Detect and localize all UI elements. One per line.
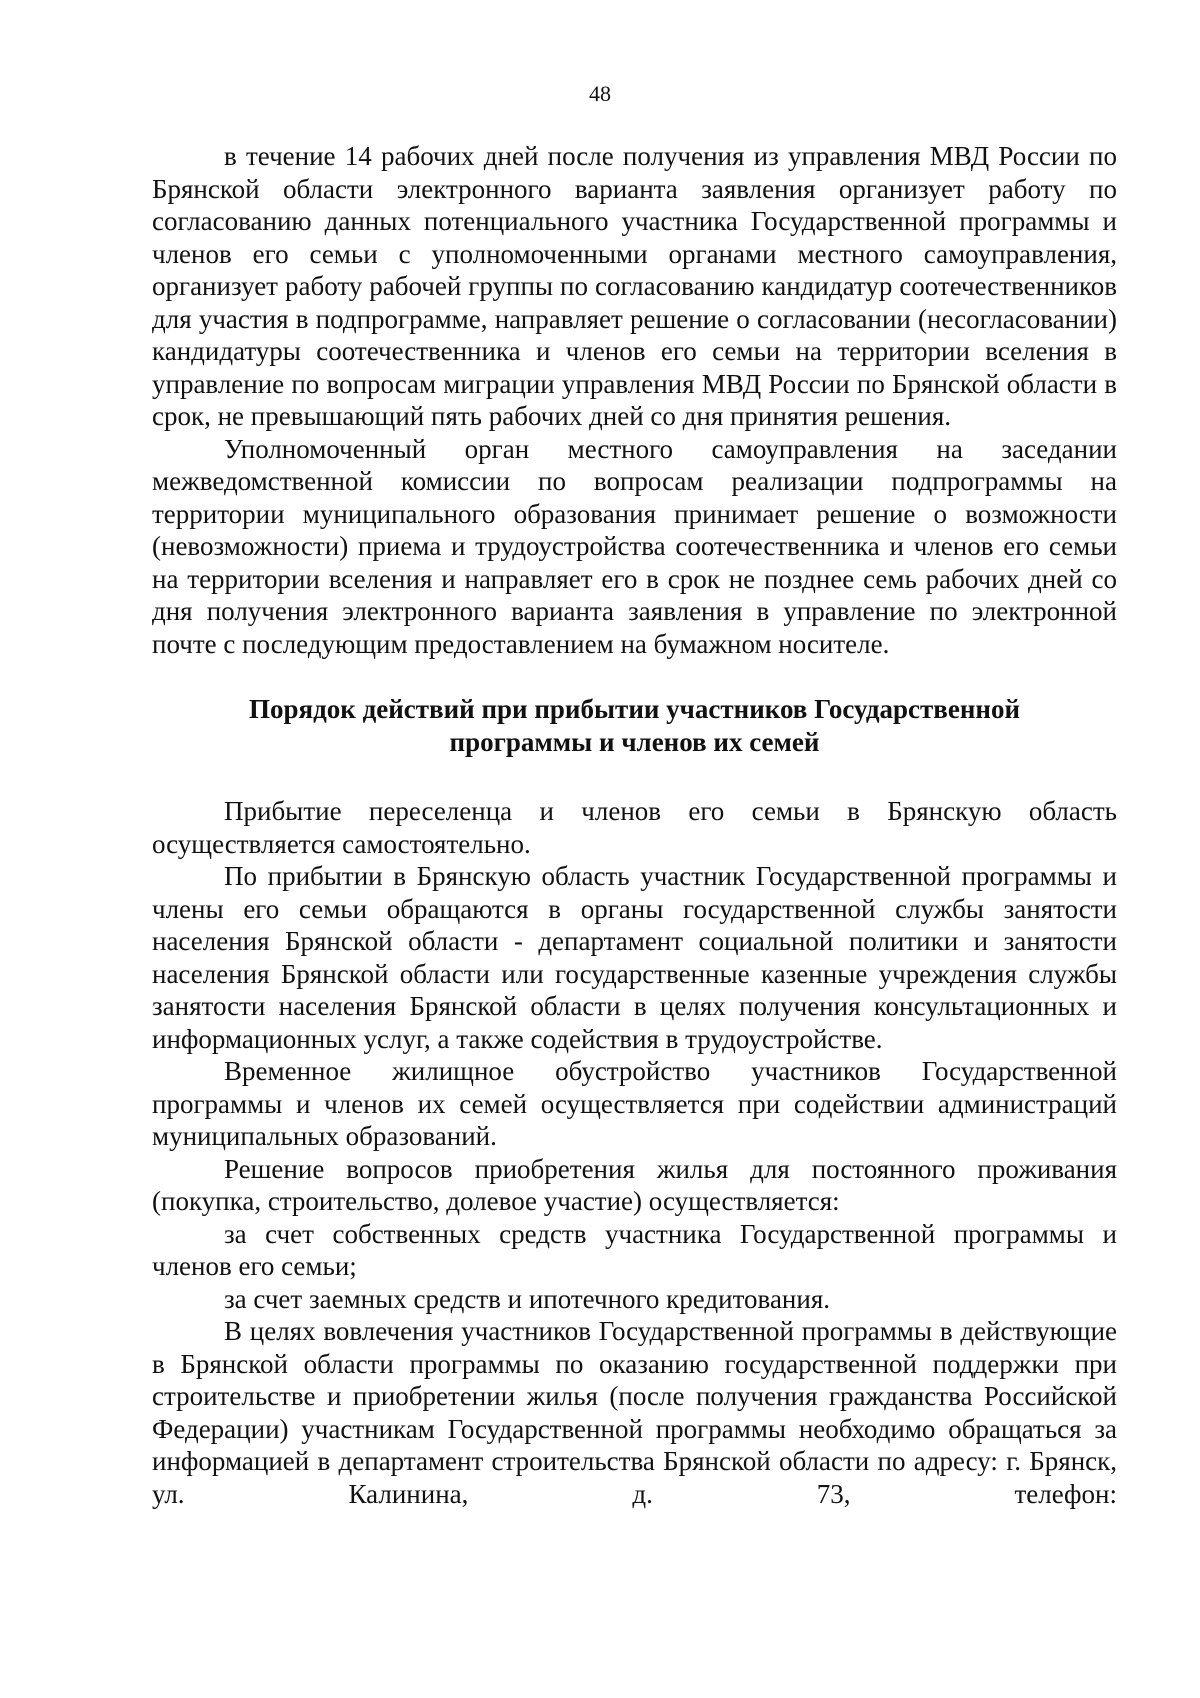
section-heading-line: программы и членов их семей xyxy=(449,727,820,757)
paragraph: Временное жилищное обустройство участников Государственной программы и членов их семей осуществляется при содействии администраций муниципальных образований. xyxy=(152,1056,1117,1151)
paragraph: Прибытие переселенца и членов его семьи в Брянскую область осуществляется самостоятельно. xyxy=(152,796,1117,859)
paragraph: за счет заемных средств и ипотечного кредитования. xyxy=(224,1283,830,1314)
section-heading xyxy=(152,693,1117,759)
paragraph: По прибытии в Брянскую область участник Государственной программы и члены его семьи обращаются в органы государственной службы занятости населения Брянской области - департамент социальной политики и занятости населения Брянской области или государственные казенные учреждения службы занятости населения Брянской области в целях получения консультационных и информационных услуг, а также содействия в трудоустройстве. xyxy=(152,861,1117,1054)
paragraph: Уполномоченный орган местного самоуправления на заседании межведомственной комиссии по вопросам реализации подпрограммы на территории муниципального образования принимает решение о возможности (невозможности) приема и трудоустройства соотечественника и членов его семьи на территории вселения и направляет его в срок не позднее семь рабочих дней со дня получения электронного варианта заявления в управление по электронной почте с последующим предоставлением на бумажном носителе. xyxy=(152,433,1117,659)
page-number: 48 xyxy=(589,81,611,106)
paragraph: В целях вовлечения участников Государственной программы в действующие в Брянской области программы по оказанию государственной поддержки при строительстве и приобретении жилья (после получения гражданства Российской Федерации) участникам Государственной программы необходимо обращаться за информацией в департамент строительства Брянской области по адресу: г. Брянск, ул. Калинина, д. 73, телефон: xyxy=(152,1316,1117,1509)
section-heading-line: Порядок действий при прибытии участников Государственной xyxy=(248,694,1021,724)
paragraph: за счет собственных средств участника Государственной программы и членов его семьи; xyxy=(152,1218,1117,1281)
document-body xyxy=(152,140,1117,1510)
paragraph: Решение вопросов приобретения жилья для постоянного проживания (покупка, строительство, долевое участие) осуществляется: xyxy=(152,1153,1117,1216)
paragraph: в течение 14 рабочих дней после получения из управления МВД России по Брянской области электронного варианта заявления организует работу по согласованию данных потенциального участника Государственной программы и членов его семьи с уполномоченными органами местного самоуправления, организует работу рабочей группы по согласованию кандидатур соотечественников для участия в подпрограмме, направляет решение о согласовании (несогласовании) кандидатуры соотечественника и членов его семьи на территории вселения в управление по вопросам миграции управления МВД России по Брянской области в срок, не превышающий пять рабочих дней со дня принятия решения. xyxy=(152,141,1117,431)
